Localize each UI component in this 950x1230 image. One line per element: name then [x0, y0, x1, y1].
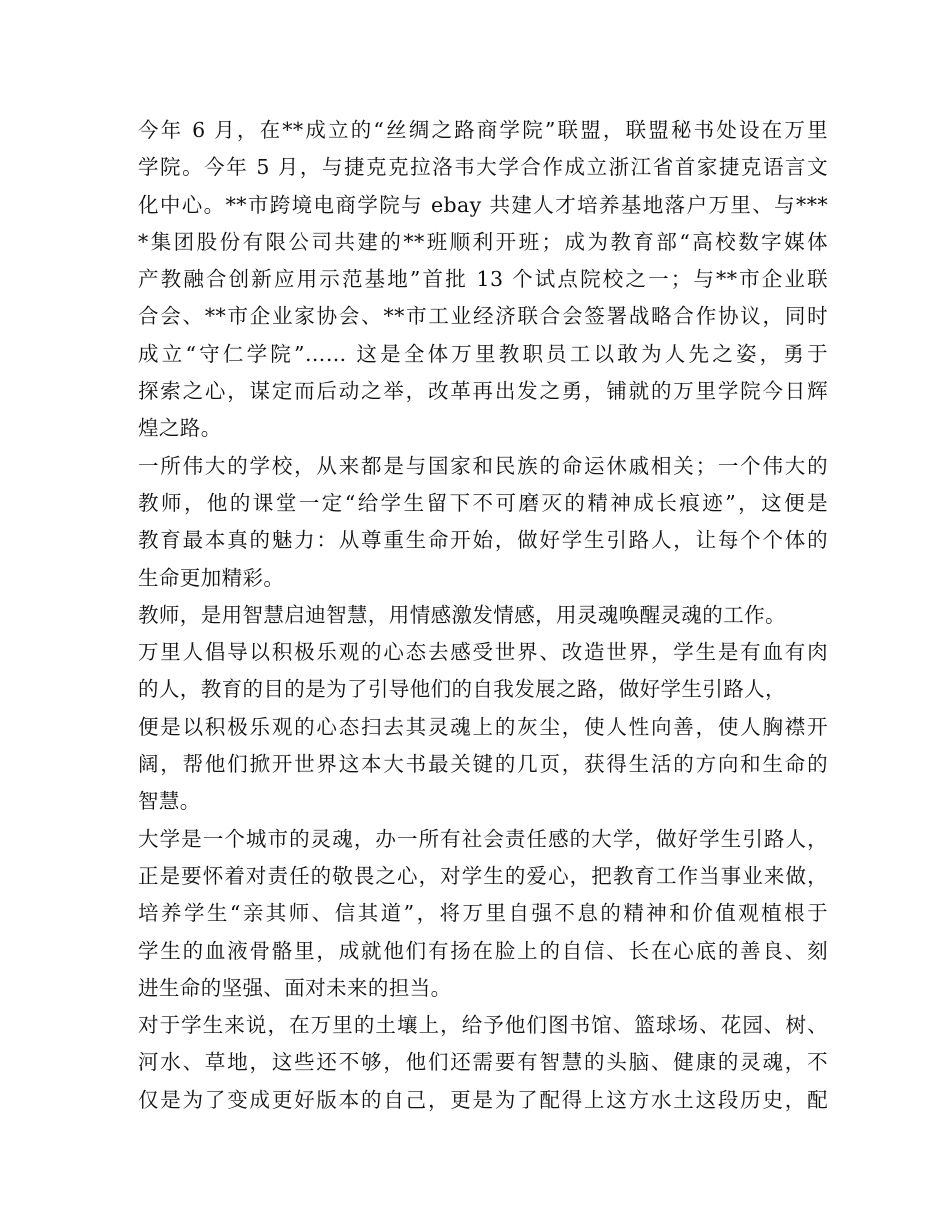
- text-line: 生命更加精彩。: [138, 565, 285, 590]
- text-line: 进生命的坚强、面对未来的担当。: [138, 975, 452, 1000]
- text-line: 仅是为了变成更好版本的自己，更是为了配得上这方水土这段历史，配: [138, 1087, 828, 1112]
- text-line: 学生的血液骨骼里，成就他们有扬在脸上的自信、长在心底的善良、刻: [138, 938, 828, 963]
- paragraph-2: [138, 448, 828, 597]
- text-line: 培养学生“亲其师、信其道”，将万里自强不息的精神和价值观植根于: [138, 901, 828, 926]
- text-line: 煌之路。: [138, 416, 222, 441]
- paragraph-4: [138, 821, 828, 1007]
- text-line: 成立“守仁学院”…… 这是全体万里教职员工以敢为人先之姿，勇于: [138, 341, 828, 366]
- text-line: 万里人倡导以积极乐观的心态去感受世界、改造世界，学生是有血有肉: [138, 640, 828, 665]
- text-line: 的人，教育的目的是为了引导他们的自我发展之路，做好学生引路人，: [138, 677, 786, 702]
- text-line: 智慧。: [138, 789, 201, 814]
- text-line: 学院。今年 5 月，与捷克克拉洛韦大学合作成立浙江省首家捷克语言文: [138, 155, 828, 180]
- text-line: 探索之心，谋定而后动之举，改革再出发之勇，铺就的万里学院今日辉: [138, 379, 828, 404]
- paragraph-1: [138, 112, 828, 448]
- text-line: *集团股份有限公司共建的**班顺利开班；成为教育部“高校数字媒体: [138, 229, 828, 254]
- document-body: [138, 112, 828, 1119]
- text-line: 产教融合创新应用示范基地”首批 13 个试点院校之一；与**市企业联: [138, 267, 828, 292]
- text-line: 便是以积极乐观的心态扫去其灵魂上的灰尘，使人性向善，使人胸襟开: [138, 714, 828, 739]
- paragraph-3: [138, 597, 828, 821]
- text-line: 一所伟大的学校，从来都是与国家和民族的命运休戚相关；一个伟大的: [138, 453, 828, 478]
- text-line: 河水、草地，这些还不够，他们还需要有智慧的头脑、健康的灵魂，不: [138, 1050, 828, 1075]
- text-line: 化中心。**市跨境电商学院与 ebay 共建人才培养基地落户万里、与***: [138, 192, 828, 217]
- text-line: 教师，是用智慧启迪智慧，用情感激发情感，用灵魂唤醒灵魂的工作。: [138, 602, 786, 627]
- text-line: 今年 6 月，在**成立的“丝绸之路商学院”联盟，联盟秘书处设在万里: [138, 118, 828, 142]
- text-line: 教育最本真的魅力：从尊重生命开始，做好学生引路人，让每个个体的: [138, 528, 828, 553]
- text-line: 对于学生来说，在万里的土壤上，给予他们图书馆、篮球场、花园、树、: [138, 1013, 828, 1038]
- text-line: 教师，他的课堂一定“给学生留下不可磨灭的精神成长痕迹”，这便是: [138, 490, 828, 515]
- text-line: 阔，帮他们掀开世界这本大书最关键的几页，获得生活的方向和生命的: [138, 752, 828, 777]
- text-line: 合会、**市企业家协会、**市工业经济联合会签署战略合作协议，同时: [138, 304, 828, 329]
- text-line: 大学是一个城市的灵魂，办一所有社会责任感的大学，做好学生引路人，: [138, 826, 828, 851]
- paragraph-5: [138, 1007, 828, 1119]
- text-line: 正是要怀着对责任的敬畏之心，对学生的爱心，把教育工作当事业来做，: [138, 863, 828, 888]
